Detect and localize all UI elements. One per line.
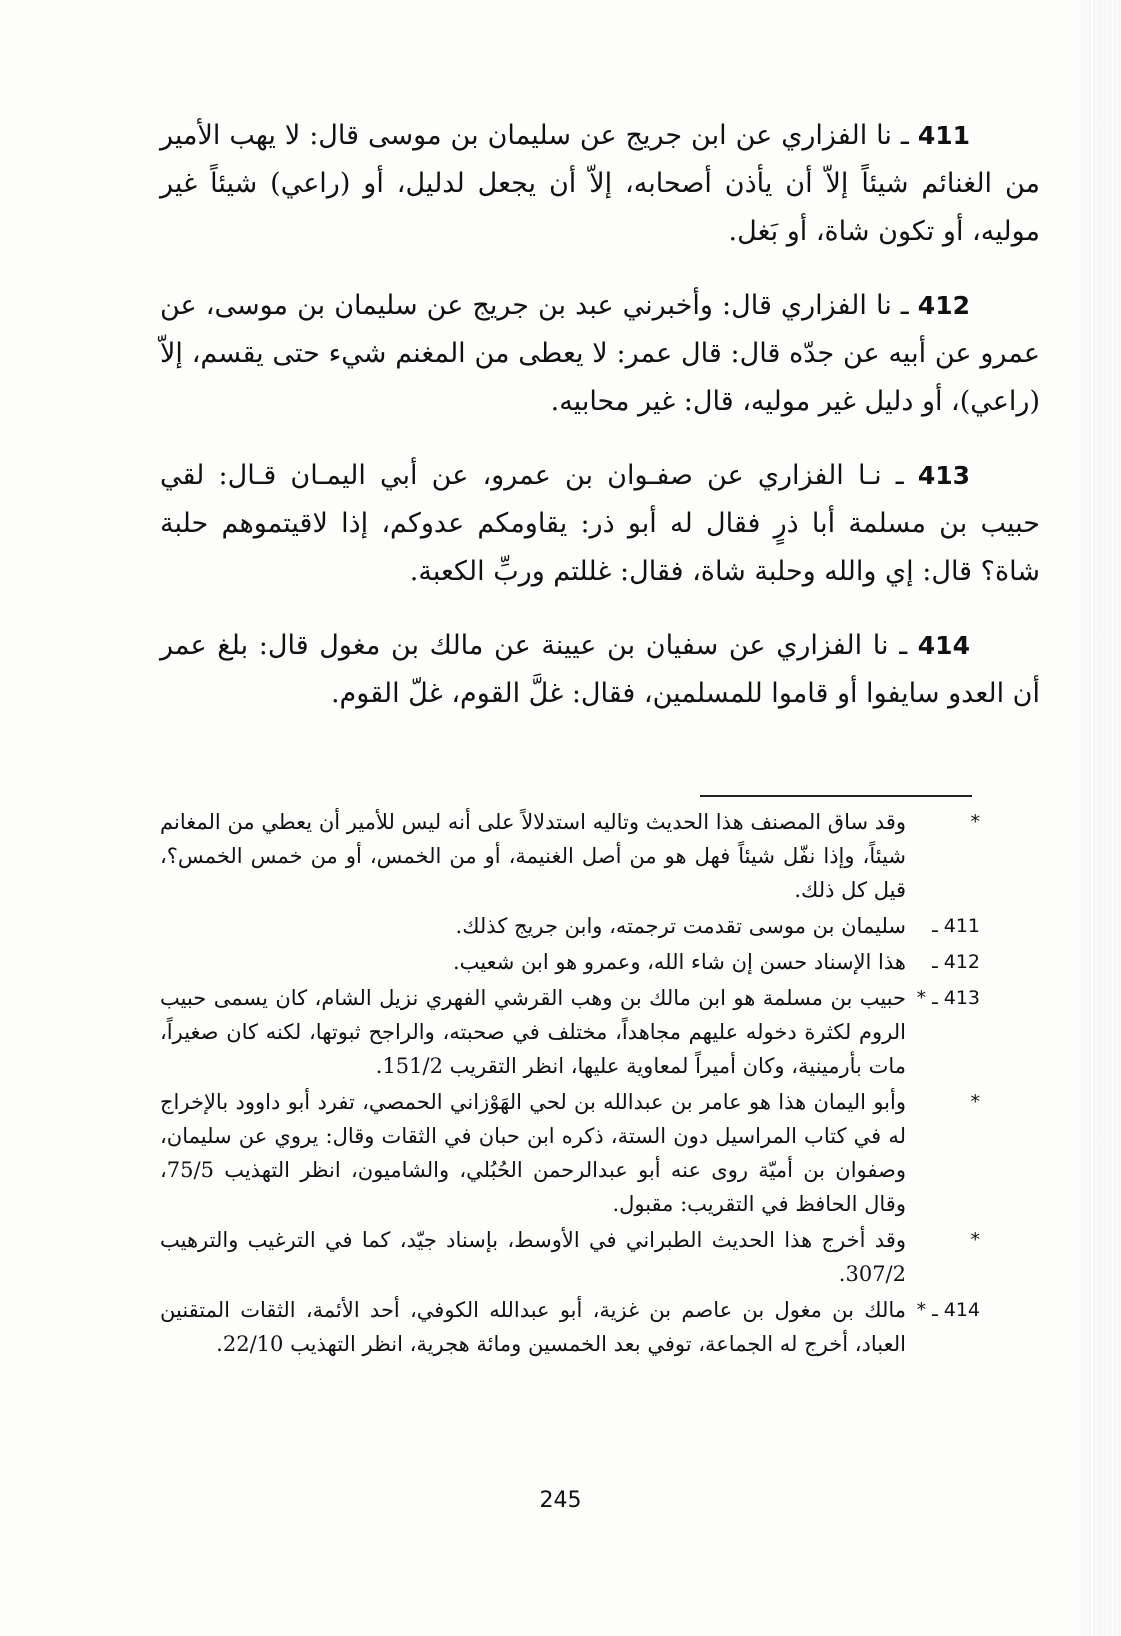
footnote (160, 1085, 980, 1221)
footnote-marker: 414 ـ * (916, 1299, 980, 1321)
footnote-text: وأبو اليمان هذا هو عامر بن عبدالله بن لحي الهَوْزاني الحمصي، تفرد أبو داوود بالإخراج له في كتاب المراسيل دون الستة، ذكره ابن حبان في الثقات وقال: يروي عن سليمان، وصفوان بن أميّة روى عنه أبو عبدالرحمن الحُبُلي، والشاميون، انظر التهذيب 75/5، وقال الحافظ في التقريب: مقبول. (160, 1090, 906, 1216)
footnote-marker: 412 ـ (932, 951, 980, 973)
hadith-number: 413 (917, 461, 970, 490)
footnote (160, 805, 980, 907)
hadith-412 (160, 282, 1040, 426)
hadith-number: 414 (917, 631, 970, 660)
hadith-411 (160, 112, 1040, 256)
page-number: 245 (539, 1488, 582, 1513)
hadith-dash: ـ (900, 290, 909, 321)
footnote-marker: 411 ـ (932, 915, 980, 937)
footnote-marker: * (970, 1091, 980, 1113)
hadith-dash: ـ (900, 120, 909, 151)
scan-edge-texture (1081, 0, 1121, 1636)
hadith-text: نـا الفزاري عن صفـوان بن عمرو، عن أبي اليمـان قـال: لقي حبيب بن مسلمة أبا ذرٍ فقال له أبو ذر: يقاومكم عدوكم، إذا لاقيتموهم حلبة شاة؟ قال: إي والله وحلبة شاة، فقال: غللتم وربِّ الكعبة. (160, 460, 1040, 587)
footnote-text: هذا الإسناد حسن إن شاء الله، وعمرو هو ابن شعيب. (452, 950, 906, 974)
hadith-dash: ـ (899, 630, 908, 661)
hadith-dash: ـ (895, 460, 904, 491)
footnote-text: وقد أخرج هذا الحديث الطبراني في الأوسط، بإسناد جيّد، كما في الترغيب والترهيب 307/2. (160, 1228, 906, 1286)
hadith-text: نا الفزاري عن ابن جريج عن سليمان بن موسى قال: لا يهب الأمير من الغنائم شيئاً إلاّ أن يأذن أصحابه، إلاّ أن يجعل لدليل، أو (راعي) شيئاً غير موليه، أو تكون شاة، أو بَغل. (160, 120, 1040, 247)
footnote-414 (160, 1293, 980, 1361)
hadith-number: 411 (917, 121, 970, 150)
footnotes (160, 805, 980, 1363)
footnote-text: مالك بن مغول بن عاصم بن غزية، أبو عبدالله الكوفي، أحد الأئمة، الثقات المتقنين العباد، أخرج له الجماعة، توفي بعد الخمسين ومائة هجرية، انظر التهذيب 22/10. (160, 1298, 906, 1356)
hadith-414 (160, 622, 1040, 718)
hadith-number: 412 (917, 291, 970, 320)
footnote (160, 1223, 980, 1291)
footnote-marker: 413 ـ * (916, 987, 980, 1009)
footnote-412 (160, 945, 980, 979)
footnote-marker: * (970, 1229, 980, 1251)
hadith-text: نا الفزاري قال: وأخبرني عبد بن جريج عن سليمان بن موسى، عن عمرو عن أبيه عن جدّه قال: قال عمر: لا يعطى من المغنم شيء حتى يقسم، إلاّ (راعي)، أو دليل غير موليه، قال: غير محابيه. (160, 290, 1040, 417)
footnote-marker: * (970, 811, 980, 833)
hadith-text: نا الفزاري عن سفيان بن عيينة عن مالك بن مغول قال: بلغ عمر أن العدو سايفوا أو قاموا للمسلمين، فقال: غلَّ القوم، غلّ القوم. (160, 630, 1040, 709)
footnote-divider (700, 795, 972, 797)
footnote-text: حبيب بن مسلمة هو ابن مالك بن وهب القرشي الفهري نزيل الشام، كان يسمى حبيب الروم لكثرة دخوله عليهم مجاهداً، مختلف في صحبته، والراجح ثبوتها، لكنه كان صغيراً، مات بأرمينية، وكان أميراً لمعاوية عليها، انظر التقريب 151/2. (160, 986, 906, 1078)
hadith-413 (160, 452, 1040, 596)
footnote-text: وقد ساق المصنف هذا الحديث وتاليه استدلالاً على أنه ليس للأمير أن يعطي من المغانم شيئاً، وإذا نفّل شيئاً فهل هو من أصل الغنيمة، أو من الخمس، أو من خمس الخمس؟، قيل كل ذلك. (160, 810, 906, 902)
main-text (160, 112, 1040, 744)
footnote-411 (160, 909, 980, 943)
footnote-413 (160, 981, 980, 1083)
footnote-text: سليمان بن موسى تقدمت ترجمته، وابن جريج كذلك. (455, 914, 906, 938)
